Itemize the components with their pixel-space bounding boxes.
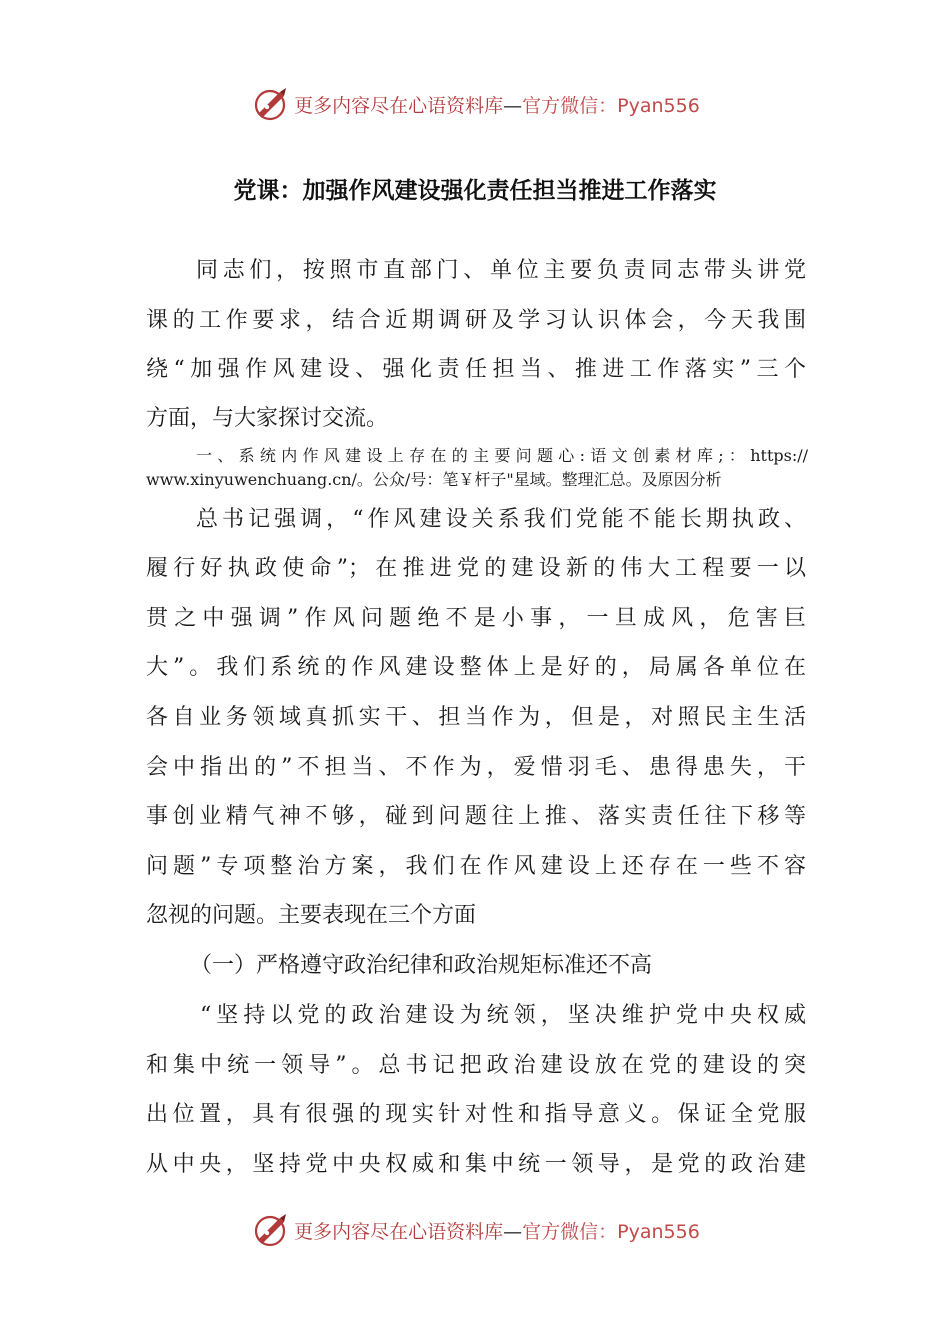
pen-logo-icon <box>250 84 290 124</box>
body-line: 忽视的问题。主要表现在三个方面 <box>146 903 477 928</box>
body-line: 方面，与大家探讨交流。 <box>146 406 389 431</box>
pen-logo-icon <box>250 1210 290 1250</box>
body-line: 总书记强调，“作风建设关系我们党能不能长期执政、 <box>196 507 806 532</box>
banner-text <box>294 1217 700 1244</box>
body-line: 出位置，具有很强的现实针对性和指导意义。保证全党服 <box>146 1102 806 1127</box>
body-line: 会中指出的”不担当、不作为，爱惜羽毛、患得患失，干 <box>146 755 806 780</box>
banner-separator: — <box>503 1220 523 1243</box>
body-line: 和集中统一领导”。总书记把政治建设放在党的建设的突 <box>146 1053 806 1078</box>
footer-banner <box>0 1208 950 1252</box>
document-title: 党课：加强作风建设强化责任担当推进工作落实 <box>233 178 717 204</box>
banner-separator: — <box>503 94 523 117</box>
banner-account-text: 官方微信：Pyan556 <box>522 1220 700 1243</box>
header-banner <box>0 82 950 126</box>
body-line: 各自业务领域真抓实干、担当作为，但是，对照民主生活 <box>146 705 806 730</box>
body-line: 大”。我们系统的作风建设整体上是好的，局属各单位在 <box>146 655 806 680</box>
body-line: 履行好执政使命”；在推进党的建设新的伟大工程要一以 <box>146 556 806 581</box>
body-line: 事创业精气神不够，碰到问题往上推、落实责任往下移等 <box>146 804 806 829</box>
section-heading-line: www.xinyuwenchuang.cn/。公众/号：笔￥杆子"星域。整理汇总。及原因分析 <box>146 470 722 489</box>
body-line: “坚持以党的政治建设为统领，坚决维护党中央权威 <box>200 1003 806 1028</box>
banner-main-text: 更多内容尽在心语资料库 <box>294 94 504 117</box>
body-line: 贯之中强调”作风问题绝不是小事，一旦成风，危害巨 <box>146 606 806 631</box>
body-line: 课的工作要求，结合近期调研及学习认识体会，今天我围 <box>146 308 806 333</box>
banner-text <box>294 91 700 118</box>
section-heading-line: 一、系统内作风建设上存在的主要问题心:语文创素材库;：https:// <box>196 446 808 465</box>
body-line: 问题”专项整治方案，我们在作风建设上还存在一些不容 <box>146 854 806 879</box>
banner-main-text: 更多内容尽在心语资料库 <box>294 1220 504 1243</box>
subsection-heading: （一）严格遵守政治纪律和政治规矩标准还不高 <box>190 953 653 978</box>
banner-account-text: 官方微信：Pyan556 <box>522 94 700 117</box>
body-line: 绕“加强作风建设、强化责任担当、推进工作落实”三个 <box>146 357 806 382</box>
body-line: 同志们，按照市直部门、单位主要负责同志带头讲党 <box>196 258 806 283</box>
body-line: 从中央，坚持党中央权威和集中统一领导，是党的政治建 <box>146 1152 806 1177</box>
